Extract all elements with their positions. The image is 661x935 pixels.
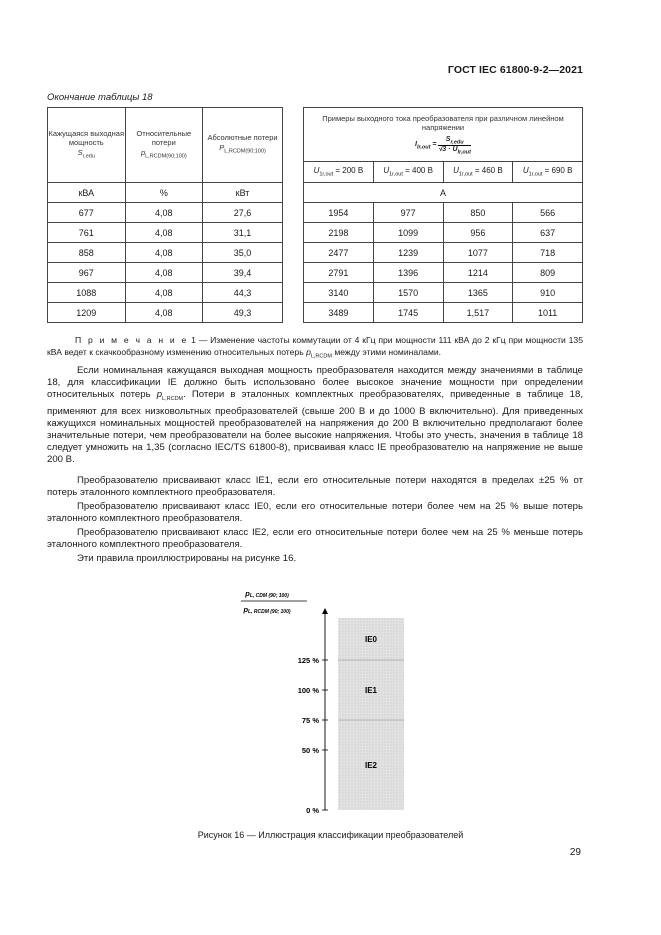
svg-text:pL, RCDM (90; 100): pL, RCDM (90; 100) — [243, 605, 291, 615]
table-cell: 858 — [48, 243, 126, 263]
standard-header: ГОСТ IEC 61800-9-2—2021 — [447, 64, 583, 76]
table-row — [48, 203, 283, 223]
axis-label — [241, 589, 307, 615]
table-cell: 1365 — [443, 283, 513, 303]
band-label: IE2 — [364, 761, 378, 770]
table-cell: 1570 — [373, 283, 443, 303]
table-cell: 1088 — [48, 283, 126, 303]
unit-cell: кВт — [203, 183, 283, 203]
table-row — [48, 303, 283, 323]
table-cell: 35,0 — [203, 243, 283, 263]
tick-label: 100 % — [297, 686, 319, 695]
table-cell: 27,6 — [203, 203, 283, 223]
voltage-header-200: $U_{1r,out} = 200$ В — [304, 162, 374, 183]
table-cell: 1239 — [373, 243, 443, 263]
table-row — [304, 203, 583, 223]
header-absolute-losses: Абсолютные потери $P_{L,RCDM(90;100)}$ — [203, 108, 283, 183]
y-axis-arrow — [322, 608, 328, 614]
table-cell: 1099 — [373, 223, 443, 243]
table-cell: 566 — [513, 203, 583, 223]
header-power: Кажущаяся выходная мощность $S_{r,edu}$ — [48, 108, 126, 183]
table-cell: 4,08 — [125, 243, 203, 263]
table-row — [48, 263, 283, 283]
table-cell: 3489 — [304, 303, 374, 323]
table-cell: 1077 — [443, 243, 513, 263]
table-row — [48, 243, 283, 263]
voltage-header-400: $U_{1r,out} = 400$ В — [373, 162, 443, 183]
table-cell: 1011 — [513, 303, 583, 323]
table-cell: 977 — [373, 203, 443, 223]
table-cell: 761 — [48, 223, 126, 243]
table-cell: 1745 — [373, 303, 443, 323]
table-cell: 3140 — [304, 283, 374, 303]
page-number: 29 — [569, 847, 581, 858]
header-current-examples: Примеры выходного тока преобразователя при различном линейном напряжении $I_{lr,out}$ = $S_{r,edu}$ $√3 \cdot U_{lr,out}$ — [304, 108, 583, 162]
tick-label: 75 % — [301, 716, 319, 725]
table-right — [303, 107, 583, 323]
table-cell: 2198 — [304, 223, 374, 243]
table-row — [48, 283, 283, 303]
table-cell: 910 — [513, 283, 583, 303]
unit-cell: кВА — [48, 183, 126, 203]
table-cell: 4,08 — [125, 203, 203, 223]
table-row — [304, 243, 583, 263]
table-cell: 31,1 — [203, 223, 283, 243]
tick-label: 0 % — [306, 806, 319, 815]
table-row — [48, 223, 283, 243]
unit-cell: А — [304, 183, 583, 203]
tick-label: 125 % — [297, 656, 319, 665]
table-row — [304, 283, 583, 303]
table-cell: 1954 — [304, 203, 374, 223]
table-cell: 4,08 — [125, 223, 203, 243]
paragraph-2: Преобразователю присваивают класс IE1, если его относительные потери находятся в пределах ±25 % от потерь эталонного комплектного преобразователя. — [47, 475, 583, 499]
classification-diagram — [225, 588, 435, 823]
table-cell: 637 — [513, 223, 583, 243]
table-cell: 4,08 — [125, 263, 203, 283]
table-cell: 4,08 — [125, 283, 203, 303]
table-note: П р и м е ч а н и е 1 — Изменение частоты коммутации от 4 кГц при мощности 111 кВА до 2 кГц при мощности 135 кВА ведет к скачкообразному изменению относительных потерь $p_{L,RCDM}$ между этими номиналами. — [47, 335, 583, 360]
tick-label: 50 % — [301, 746, 319, 755]
table-row — [304, 303, 583, 323]
table-cell: 39,4 — [203, 263, 283, 283]
table-cell: 956 — [443, 223, 513, 243]
paragraph-3: Преобразователю присваивают класс IE0, если его относительные потери более чем на 25 % выше потерь эталонного комплектного преобразователя. — [47, 501, 583, 525]
table-cell: 1214 — [443, 263, 513, 283]
table-cell: 1396 — [373, 263, 443, 283]
table-cell: 1,517 — [443, 303, 513, 323]
paragraph-4: Преобразователю присваивают класс IE2, если его относительные потери более чем на 25 % меньше потерь эталонного комплектного преобразователя. — [47, 527, 583, 551]
table-cell: 49,3 — [203, 303, 283, 323]
table-cell: 4,08 — [125, 303, 203, 323]
table-continuation: Окончание таблицы 18 — [47, 92, 153, 103]
table-left — [47, 107, 283, 323]
paragraph-1: Если номинальная кажущаяся выходная мощность преобразователя находится между значениями в таблице 18, для классификации IE должно быть использовано более высокое значение мощности при определении относительных потерь $p_{L,RCDM}$. Потери в эталонных комплектных преобразователях, приведенные в таблице 18, применяют для всех низковольтных преобразователей (свыше 200 В и до 1000 В включительно). Для приведенных кажущихся номинальных мощностей преобразователей на напряжения до 200 В включительно предполагают более значительные потери, чем преобразователи на более высокие напряжения. Чтобы это учесть, значения в таблице 18 следует умножить на 1,35 (согласно IEC/TS 61800-8), присваивая класс IE преобразователю на напряжение не выше 200 В. — [47, 365, 584, 466]
band-label: IE1 — [364, 686, 378, 695]
table-cell: 44,3 — [203, 283, 283, 303]
header-relative-losses: Относительные потери $p_{L,RCDM(90;100)}$ — [125, 108, 203, 183]
svg-text:pL, CDM (90; 100): pL, CDM (90; 100) — [245, 589, 289, 599]
table-cell: 809 — [513, 263, 583, 283]
table-cell: 2791 — [304, 263, 374, 283]
figure-caption: Рисунок 16 — Иллюстрация классификации преобразователей — [197, 830, 464, 840]
paragraph-5: Эти правила проиллюстрированы на рисунке 16. — [77, 553, 297, 564]
unit-cell: % — [125, 183, 203, 203]
table-cell: 718 — [513, 243, 583, 263]
table-row — [304, 223, 583, 243]
table-cell: 2477 — [304, 243, 374, 263]
table-cell: 850 — [443, 203, 513, 223]
table-cell: 677 — [48, 203, 126, 223]
voltage-header-460: $U_{1r,out} = 460$ В — [443, 162, 513, 183]
current-formula: $I_{lr,out}$ = $S_{r,edu}$ $√3 \cdot U_{lr,out}$ — [415, 135, 471, 156]
table-row — [304, 263, 583, 283]
table-cell: 967 — [48, 263, 126, 283]
band-label: IE0 — [364, 635, 378, 644]
voltage-header-690: $U_{1r,out} = 690$ В — [513, 162, 583, 183]
table-cell: 1209 — [48, 303, 126, 323]
